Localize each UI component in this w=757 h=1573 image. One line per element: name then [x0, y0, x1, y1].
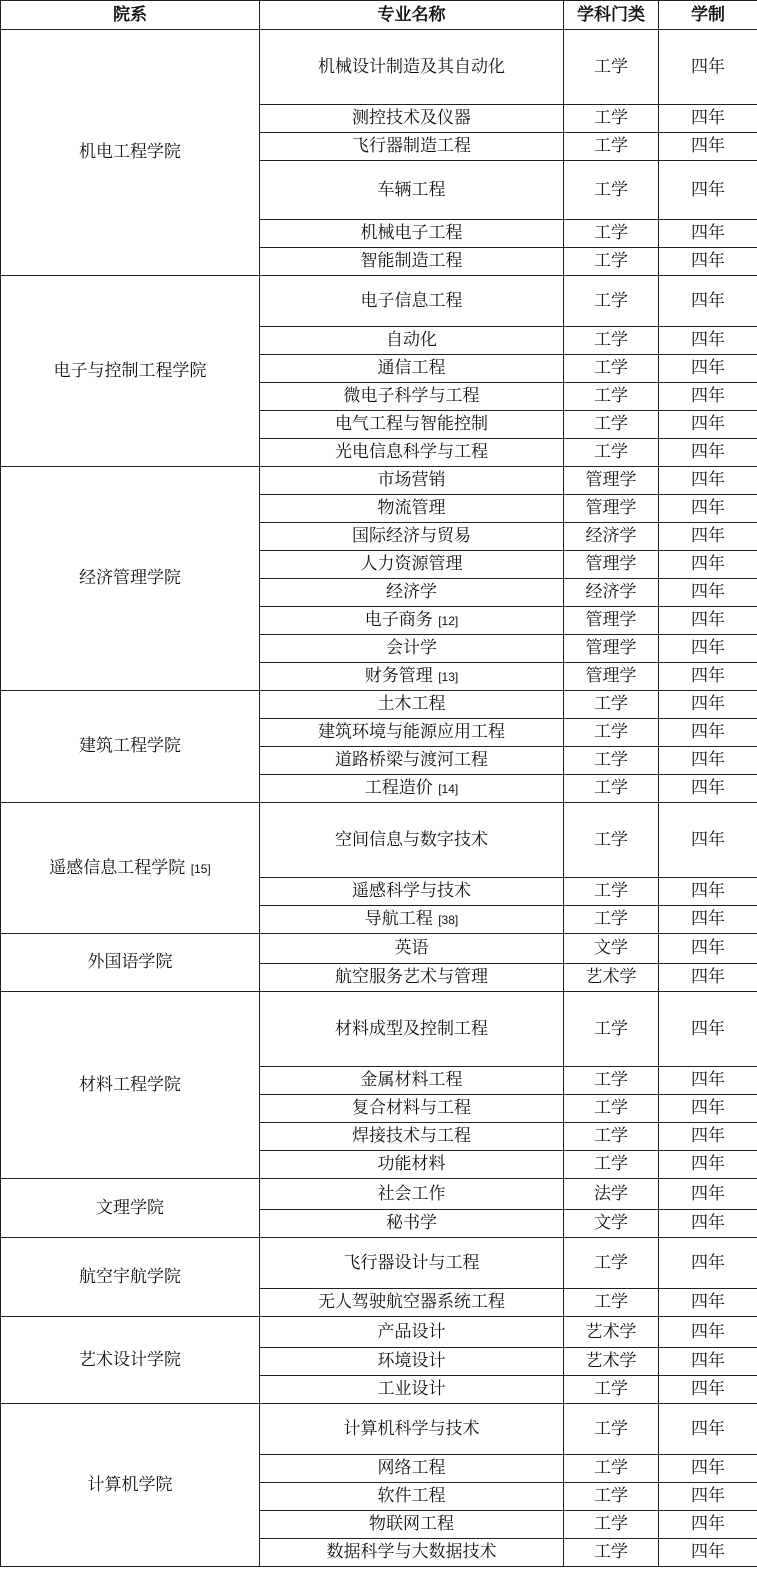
category-cell: 工学 [564, 1067, 659, 1095]
major-name: 通信工程 [377, 358, 446, 379]
major-name: 导航工程 [364, 909, 433, 930]
duration-cell: 四年 [659, 467, 757, 495]
category-cell: 艺术学 [564, 964, 659, 992]
category-cell: 工学 [564, 906, 659, 934]
duration-cell: 四年 [659, 579, 757, 607]
major-name: 秘书学 [386, 1213, 437, 1234]
department-name: 计算机学院 [87, 1474, 173, 1495]
category-cell: 工学 [564, 1376, 659, 1404]
department-cell [1, 1317, 260, 1404]
table-row [1, 1317, 757, 1348]
department-cell [1, 803, 260, 934]
department-name: 文理学院 [96, 1197, 164, 1218]
major-cell [260, 105, 564, 133]
duration-cell: 四年 [659, 747, 757, 775]
duration-cell: 四年 [659, 1511, 757, 1539]
duration-cell: 四年 [659, 1067, 757, 1095]
category-cell: 工学 [564, 383, 659, 411]
major-name: 英语 [394, 938, 429, 959]
table-row [1, 30, 757, 105]
table-row [1, 691, 757, 719]
duration-cell: 四年 [659, 551, 757, 579]
major-cell [260, 1289, 564, 1317]
duration-cell: 四年 [659, 105, 757, 133]
major-cell [260, 355, 564, 383]
major-cell [260, 1095, 564, 1123]
duration-cell: 四年 [659, 1289, 757, 1317]
major-cell [260, 411, 564, 439]
category-cell: 管理学 [564, 663, 659, 691]
category-cell: 工学 [564, 691, 659, 719]
header-row [1, 1, 757, 30]
header-category: 学科门类 [564, 1, 659, 30]
category-cell: 工学 [564, 439, 659, 467]
duration-cell: 四年 [659, 523, 757, 551]
major-name: 电气工程与智能控制 [335, 414, 488, 435]
major-cell [260, 906, 564, 934]
major-cell [260, 383, 564, 411]
department-name: 材料工程学院 [79, 1074, 181, 1095]
major-name: 国际经济与贸易 [352, 526, 471, 547]
category-cell: 工学 [564, 878, 659, 906]
major-ref: [14] [438, 782, 459, 797]
department-name: 遥感信息工程学院 [49, 857, 186, 878]
major-name: 数据科学与大数据技术 [326, 1542, 497, 1563]
major-name: 焊接技术与工程 [352, 1126, 471, 1147]
major-cell [260, 607, 564, 635]
major-name: 社会工作 [377, 1183, 446, 1204]
duration-cell: 四年 [659, 383, 757, 411]
major-name: 功能材料 [377, 1154, 446, 1175]
major-cell [260, 220, 564, 248]
department-cell [1, 276, 260, 467]
category-cell: 工学 [564, 1151, 659, 1179]
major-name: 微电子科学与工程 [343, 386, 480, 407]
major-name: 物流管理 [377, 498, 446, 519]
department-cell [1, 30, 260, 276]
category-cell: 工学 [564, 992, 659, 1067]
department-name: 航空宇航学院 [79, 1266, 181, 1287]
duration-cell: 四年 [659, 220, 757, 248]
major-cell [260, 1123, 564, 1151]
major-cell [260, 248, 564, 276]
major-cell [260, 992, 564, 1067]
table-row [1, 803, 757, 878]
major-cell [260, 1455, 564, 1483]
duration-cell: 四年 [659, 411, 757, 439]
department-name: 外国语学院 [87, 952, 173, 973]
major-cell [260, 1151, 564, 1179]
major-cell [260, 878, 564, 906]
major-name: 电子信息工程 [360, 290, 463, 311]
duration-cell: 四年 [659, 30, 757, 105]
major-cell [260, 1238, 564, 1289]
major-name: 土木工程 [377, 694, 446, 715]
category-cell: 工学 [564, 30, 659, 105]
major-name: 工业设计 [377, 1379, 446, 1400]
category-cell: 工学 [564, 1483, 659, 1511]
major-cell [260, 467, 564, 495]
category-cell: 艺术学 [564, 1348, 659, 1376]
category-cell: 管理学 [564, 467, 659, 495]
duration-cell: 四年 [659, 719, 757, 747]
duration-cell: 四年 [659, 934, 757, 964]
major-cell [260, 276, 564, 327]
major-cell [260, 161, 564, 220]
category-cell: 工学 [564, 105, 659, 133]
table-row [1, 1238, 757, 1289]
category-cell: 工学 [564, 747, 659, 775]
department-name: 艺术设计学院 [79, 1349, 181, 1370]
major-cell [260, 1348, 564, 1376]
category-cell: 管理学 [564, 607, 659, 635]
duration-cell: 四年 [659, 355, 757, 383]
duration-cell: 四年 [659, 663, 757, 691]
major-cell [260, 803, 564, 878]
department-cell [1, 1238, 260, 1317]
department-cell [1, 934, 260, 992]
duration-cell: 四年 [659, 248, 757, 276]
major-name: 财务管理 [364, 666, 433, 687]
major-name: 无人驾驶航空器系统工程 [318, 1292, 505, 1313]
category-cell: 工学 [564, 775, 659, 803]
major-cell [260, 523, 564, 551]
category-cell: 工学 [564, 1455, 659, 1483]
table-row [1, 934, 757, 964]
department-name: 建筑工程学院 [79, 736, 181, 757]
major-cell [260, 495, 564, 523]
category-cell: 工学 [564, 276, 659, 327]
major-cell [260, 747, 564, 775]
major-name: 会计学 [386, 638, 437, 659]
duration-cell: 四年 [659, 1483, 757, 1511]
category-cell: 文学 [564, 1210, 659, 1238]
department-cell [1, 691, 260, 803]
major-name: 智能制造工程 [360, 251, 463, 272]
major-name: 计算机科学与技术 [343, 1418, 480, 1439]
category-cell: 工学 [564, 411, 659, 439]
major-name: 电子商务 [364, 610, 433, 631]
major-cell [260, 1179, 564, 1210]
category-cell: 工学 [564, 719, 659, 747]
category-cell: 工学 [564, 327, 659, 355]
category-cell: 经济学 [564, 523, 659, 551]
department-name: 经济管理学院 [79, 568, 181, 589]
duration-cell: 四年 [659, 1539, 757, 1567]
category-cell: 工学 [564, 1095, 659, 1123]
major-name: 市场营销 [377, 470, 446, 491]
category-cell: 艺术学 [564, 1317, 659, 1348]
major-name: 产品设计 [377, 1321, 446, 1342]
category-cell: 管理学 [564, 551, 659, 579]
category-cell: 经济学 [564, 579, 659, 607]
table-row [1, 276, 757, 327]
major-name: 航空服务艺术与管理 [335, 967, 488, 988]
category-cell: 工学 [564, 220, 659, 248]
major-name: 车辆工程 [377, 179, 446, 200]
department-cell [1, 467, 260, 691]
duration-cell: 四年 [659, 878, 757, 906]
major-cell [260, 439, 564, 467]
major-name: 机械设计制造及其自动化 [318, 56, 505, 77]
major-name: 物联网工程 [369, 1514, 454, 1535]
major-name: 光电信息科学与工程 [335, 442, 488, 463]
major-ref: [13] [438, 670, 459, 685]
header-duration: 学制 [659, 1, 757, 30]
major-name: 工程造价 [364, 778, 433, 799]
duration-cell: 四年 [659, 439, 757, 467]
major-name: 飞行器设计与工程 [343, 1252, 480, 1273]
major-cell [260, 1376, 564, 1404]
duration-cell: 四年 [659, 964, 757, 992]
duration-cell: 四年 [659, 161, 757, 220]
category-cell: 工学 [564, 1238, 659, 1289]
major-name: 环境设计 [377, 1351, 446, 1372]
major-cell [260, 635, 564, 663]
major-ref: [12] [438, 614, 459, 629]
duration-cell: 四年 [659, 1348, 757, 1376]
category-cell: 管理学 [564, 495, 659, 523]
major-name: 道路桥梁与渡河工程 [335, 750, 488, 771]
major-cell [260, 1210, 564, 1238]
category-cell: 管理学 [564, 635, 659, 663]
major-cell [260, 719, 564, 747]
duration-cell: 四年 [659, 1317, 757, 1348]
duration-cell: 四年 [659, 495, 757, 523]
category-cell: 工学 [564, 1511, 659, 1539]
major-name: 建筑环境与能源应用工程 [318, 722, 505, 743]
header-dept: 院系 [1, 1, 260, 30]
category-cell: 工学 [564, 355, 659, 383]
department-cell [1, 1404, 260, 1567]
department-cell [1, 992, 260, 1179]
duration-cell: 四年 [659, 992, 757, 1067]
duration-cell: 四年 [659, 803, 757, 878]
duration-cell: 四年 [659, 1095, 757, 1123]
major-name: 测控技术及仪器 [352, 108, 471, 129]
major-name: 网络工程 [377, 1458, 446, 1479]
department-cell [1, 1179, 260, 1238]
major-name: 人力资源管理 [360, 554, 463, 575]
duration-cell: 四年 [659, 1404, 757, 1455]
category-cell: 工学 [564, 1123, 659, 1151]
major-cell [260, 663, 564, 691]
duration-cell: 四年 [659, 1210, 757, 1238]
duration-cell: 四年 [659, 276, 757, 327]
major-name: 经济学 [386, 582, 437, 603]
major-cell [260, 1317, 564, 1348]
department-name: 机电工程学院 [79, 142, 181, 163]
duration-cell: 四年 [659, 635, 757, 663]
major-cell [260, 691, 564, 719]
duration-cell: 四年 [659, 1151, 757, 1179]
table-row [1, 992, 757, 1067]
duration-cell: 四年 [659, 1376, 757, 1404]
duration-cell: 四年 [659, 1179, 757, 1210]
major-cell [260, 551, 564, 579]
major-cell [260, 1511, 564, 1539]
major-name: 遥感科学与技术 [352, 881, 471, 902]
major-cell [260, 30, 564, 105]
category-cell: 文学 [564, 934, 659, 964]
major-name: 机械电子工程 [360, 223, 463, 244]
major-name: 飞行器制造工程 [352, 136, 471, 157]
duration-cell: 四年 [659, 1238, 757, 1289]
table-body [1, 30, 757, 1567]
table-row [1, 467, 757, 495]
category-cell: 工学 [564, 1539, 659, 1567]
major-cell [260, 1539, 564, 1567]
major-cell [260, 133, 564, 161]
major-cell [260, 934, 564, 964]
duration-cell: 四年 [659, 906, 757, 934]
category-cell: 工学 [564, 133, 659, 161]
major-name: 空间信息与数字技术 [335, 829, 488, 850]
table-row [1, 1404, 757, 1455]
category-cell: 工学 [564, 1289, 659, 1317]
major-name: 复合材料与工程 [352, 1098, 471, 1119]
duration-cell: 四年 [659, 1123, 757, 1151]
table-row [1, 1179, 757, 1210]
major-name: 金属材料工程 [360, 1070, 463, 1091]
category-cell: 工学 [564, 803, 659, 878]
header-major: 专业名称 [260, 1, 564, 30]
major-cell [260, 579, 564, 607]
department-name: 电子与控制工程学院 [53, 360, 207, 381]
duration-cell: 四年 [659, 133, 757, 161]
major-name: 软件工程 [377, 1486, 446, 1507]
duration-cell: 四年 [659, 607, 757, 635]
category-cell: 工学 [564, 248, 659, 276]
major-cell [260, 327, 564, 355]
category-cell: 法学 [564, 1179, 659, 1210]
duration-cell: 四年 [659, 775, 757, 803]
duration-cell: 四年 [659, 1455, 757, 1483]
major-cell [260, 1404, 564, 1455]
major-cell [260, 775, 564, 803]
major-cell [260, 1483, 564, 1511]
duration-cell: 四年 [659, 691, 757, 719]
category-cell: 工学 [564, 161, 659, 220]
duration-cell: 四年 [659, 327, 757, 355]
department-ref: [15] [190, 861, 211, 876]
major-cell [260, 964, 564, 992]
major-cell [260, 1067, 564, 1095]
major-ref: [38] [438, 913, 459, 928]
major-name: 材料成型及控制工程 [335, 1018, 488, 1039]
category-cell: 工学 [564, 1404, 659, 1455]
major-name: 自动化 [386, 330, 437, 351]
